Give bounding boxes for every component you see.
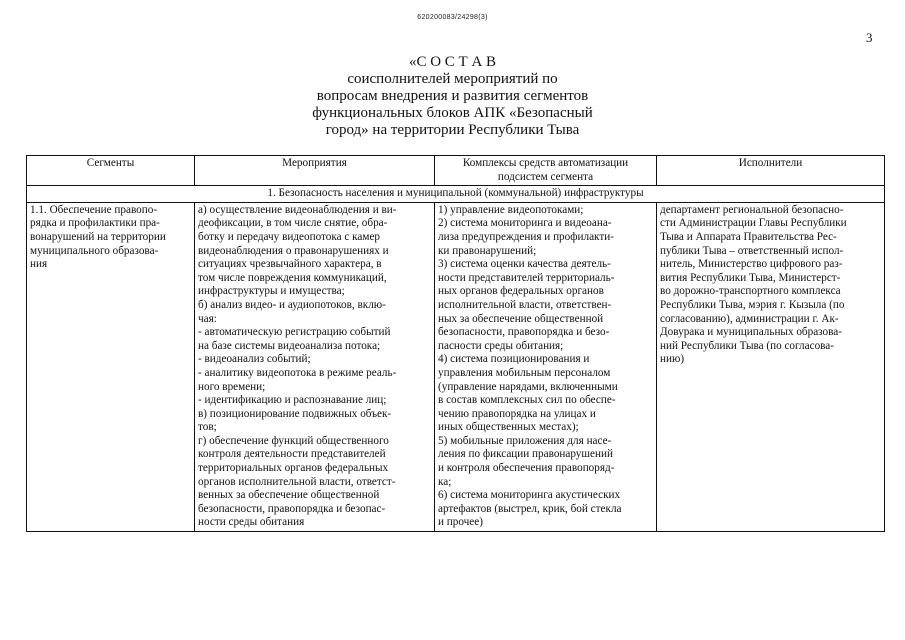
cell-line: 1.1. Обеспечение правопо- [30, 203, 158, 216]
title-line: город» на территории Республики Тыва [325, 122, 580, 138]
header-line: Комплексы средств автоматизации [462, 157, 629, 169]
cell-line: - идентификацию и распознавание лиц; [198, 394, 387, 407]
cell-line: вонарушений на территории [30, 230, 166, 243]
cell-line: ности среды обитания [198, 516, 305, 529]
header-line: Мероприятия [282, 157, 347, 169]
title-line: соисполнителей мероприятий по [347, 71, 558, 87]
cell-line: тов; [198, 421, 217, 434]
cell-line: лиза предупреждения и профилакти- [438, 230, 614, 243]
cell-line: пасности среды обитания; [438, 339, 564, 352]
header-line: Сегменты [86, 157, 135, 169]
cell-line: - видеоанализ событий; [198, 353, 311, 366]
cell-line: публики Тыва – ответственный испол- [660, 244, 844, 257]
header-complexes [435, 156, 657, 186]
page-number: 3 [866, 30, 873, 45]
executors-cell [657, 202, 885, 531]
cell-line: рядка и профилактики пра- [30, 217, 160, 230]
cell-line: в) позиционирование подвижных объек- [198, 407, 392, 420]
segments-table [26, 155, 885, 532]
cell-line: ки правонарушений; [438, 244, 537, 257]
section-row [27, 186, 885, 203]
cell-line: ности представителей территориаль- [438, 271, 615, 284]
cell-line: - автоматическую регистрацию событий [198, 326, 391, 339]
cell-line: ных за обеспечение общественной [438, 312, 604, 325]
cell-line: в состав комплексных сил по обеспе- [438, 394, 616, 407]
header-executors [657, 156, 885, 186]
cell-line: 5) мобильные приложения для насе- [438, 434, 612, 447]
cell-line: Довурака и муниципальных образова- [660, 326, 842, 339]
cell-line: артефактов (выстрел, крик, бой стекла [438, 502, 622, 515]
cell-line: органов исполнительной власти, ответст- [198, 475, 396, 488]
cell-line: безопасности, правопорядка и безопас- [198, 502, 386, 515]
cell-line: 1) управление видеопотоками; [438, 203, 584, 216]
cell-line: ка; [438, 475, 452, 488]
cell-line: согласованию), администрации г. Ак- [660, 312, 839, 325]
header-line: Исполнители [738, 157, 803, 169]
cell-line: 2) система мониторинга и видеоана- [438, 217, 612, 230]
cell-line: иных общественных местах); [438, 421, 579, 434]
cell-line: ситуациях чрезвычайного характера, в [198, 258, 382, 271]
cell-line: Тыва и Аппарата Правительства Рес- [660, 230, 837, 243]
cell-line: - аналитику видеопотока в режиме реаль- [198, 366, 397, 379]
header-activities [195, 156, 435, 186]
cell-line: ления по фиксации правонарушений [438, 448, 613, 461]
document-title [0, 54, 905, 139]
cell-line: безопасности, правопорядка и безо- [438, 326, 610, 339]
cell-line: Республики Тыва, мэрия г. Кызыла (по [660, 298, 845, 311]
cell-line: исполнительной власти, ответствен- [438, 298, 612, 311]
cell-line: нию) [660, 353, 685, 366]
cell-line: территориальных органов федеральных [198, 462, 389, 475]
cell-line: чению правопорядка на улицах и [438, 407, 596, 420]
cell-line: инфраструктуры и имущества; [198, 285, 345, 298]
cell-line: контроля деятельности представителей [198, 448, 386, 461]
cell-line: чая: [198, 312, 217, 325]
cell-line: управления мобильным персоналом [438, 366, 611, 379]
cell-line: 4) система позиционирования и [438, 353, 590, 366]
activities-cell [195, 202, 435, 531]
cell-line: департамент региональной безопасно- [660, 203, 844, 216]
cell-line: ний Республики Тыва (по согласова- [660, 339, 834, 352]
cell-line: на базе системы видеоанализа потока; [198, 339, 381, 352]
cell-line: том числе повреждения коммуникаций, [198, 271, 387, 284]
cell-line: б) анализ видео- и аудиопотоков, вклю- [198, 298, 386, 311]
table-header-row [27, 156, 885, 186]
title-line: функциональных блоков АПК «Безопасный [312, 105, 593, 121]
cell-line: ботку и передачу видеопотока с камер [198, 230, 381, 243]
cell-line: г) обеспечение функций общественного [198, 434, 389, 447]
cell-line: 6) система мониторинга акустических [438, 489, 621, 502]
cell-line: нитель, Министерство цифрового раз- [660, 258, 843, 271]
table-row [27, 202, 885, 531]
cell-line: и прочее) [438, 516, 483, 529]
cell-line: ных органов федеральных органов [438, 285, 604, 298]
title-line: «С О С Т А В [408, 54, 497, 70]
cell-line: ния [30, 258, 48, 271]
segment-cell [27, 202, 195, 531]
document-id: 620200083/24298(3) [417, 14, 488, 21]
cell-line: во дорожно-транспортного комплекса [660, 285, 841, 298]
complexes-cell [435, 202, 657, 531]
cell-line: сти Администрации Главы Республики [660, 217, 847, 230]
header-line: подсистем сегмента [497, 170, 594, 183]
cell-line: 3) система оценки качества деятель- [438, 258, 611, 271]
title-line: вопросам внедрения и развития сегментов [316, 88, 589, 104]
cell-line: венных за обеспечение общественной [198, 489, 380, 502]
cell-line: ного времени; [198, 380, 266, 393]
cell-line: видеонаблюдения о правонарушениях и [198, 244, 389, 257]
header-segments [27, 156, 195, 186]
cell-line: а) осуществление видеонаблюдения и ви- [198, 203, 397, 216]
cell-line: муниципального образова- [30, 244, 159, 257]
section-title: 1. Безопасность населения и муниципальной (коммунальной) инфраструктуры [27, 186, 885, 203]
cell-line: и контроля обеспечения правопоряд- [438, 462, 615, 475]
cell-line: вития Республики Тыва, Министерст- [660, 271, 841, 284]
cell-line: деофиксации, в том числе снятие, обра- [198, 217, 388, 230]
cell-line: (управление нарядами, включенными [438, 380, 618, 393]
